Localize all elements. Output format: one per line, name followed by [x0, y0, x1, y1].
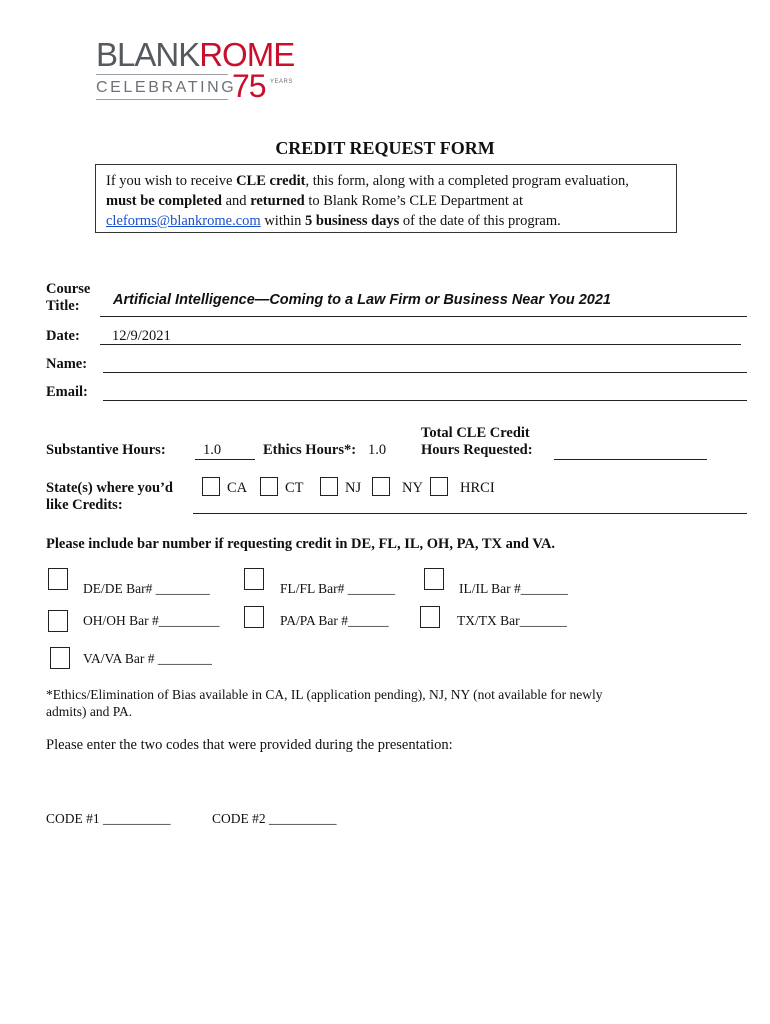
checkbox-ny[interactable] [372, 477, 390, 496]
email-label: Email: [46, 384, 88, 400]
checkbox-il[interactable] [424, 568, 444, 590]
checkbox-hrci[interactable] [430, 477, 448, 496]
footnote-line-2: admits) and PA. [46, 704, 133, 719]
intro-text: to Blank Rome’s CLE Department at [304, 193, 523, 209]
code-2-field[interactable]: CODE #2 __________ [212, 811, 337, 826]
substantive-line [195, 459, 255, 460]
code-1-field[interactable]: CODE #1 __________ [46, 811, 171, 826]
course-title-value[interactable]: Artificial Intelligence—Coming to a Law Firm or Business Near You 2021 [113, 292, 611, 308]
total-hours-line[interactable] [554, 459, 707, 460]
state-ny-label: NY [402, 480, 423, 496]
checkbox-de[interactable] [48, 568, 68, 590]
state-nj-label: NJ [345, 480, 362, 496]
intro-text: , this form, along with a completed program evaluation, [305, 173, 629, 189]
bar-il: IL/IL Bar #_______ [459, 581, 568, 596]
logo-brand-right: ROME [199, 36, 295, 73]
checkbox-ca[interactable] [202, 477, 220, 496]
checkbox-oh[interactable] [48, 610, 68, 632]
codes-prompt: Please enter the two codes that were provided during the presentation: [46, 737, 453, 753]
intro-text: If you wish to receive [106, 173, 237, 189]
checkbox-fl[interactable] [244, 568, 264, 590]
bar-de: DE/DE Bar# ________ [83, 581, 210, 596]
name-label: Name: [46, 356, 88, 372]
bar-tx: TX/TX Bar_______ [457, 613, 567, 628]
date-line [100, 344, 741, 345]
state-ca-label: CA [227, 480, 248, 496]
intro-bold-cle: CLE credit [236, 173, 306, 189]
state-hrci-label: HRCI [460, 480, 495, 496]
logo-years: YEARS [270, 79, 293, 85]
total-label-2: Hours Requested: [421, 442, 533, 458]
checkbox-va[interactable] [50, 647, 70, 669]
state-ct-label: CT [285, 480, 304, 496]
logo-rule [96, 74, 228, 75]
email-link[interactable]: cleforms@blankrome.com [106, 213, 261, 229]
total-label-1: Total CLE Credit [421, 425, 530, 441]
form-title: CREDIT REQUEST FORM [275, 138, 495, 158]
bar-number-note: Please include bar number if requesting credit in DE, FL, IL, OH, PA, TX and VA. [46, 536, 556, 552]
checkbox-pa[interactable] [244, 606, 264, 628]
bar-oh: OH/OH Bar #_________ [83, 613, 220, 628]
bar-va: VA/VA Bar # ________ [83, 651, 212, 666]
checkbox-ct[interactable] [260, 477, 278, 496]
footnote-line-1: *Ethics/Elimination of Bias available in CA, IL (application pending), NJ, NY (not available for newly [46, 687, 603, 702]
ethics-label: Ethics Hours*: [263, 442, 357, 458]
intro-text: within [260, 213, 305, 229]
date-label: Date: [46, 328, 80, 344]
states-label-1: State(s) where you’d [46, 480, 173, 496]
states-line [193, 513, 747, 514]
logo-wordmark [96, 38, 294, 71]
intro-bold-completed: must be completed [106, 193, 222, 209]
intro-box [95, 164, 677, 233]
substantive-value[interactable]: 1.0 [203, 442, 222, 458]
logo-anniversary: 75 [232, 68, 266, 104]
checkbox-nj[interactable] [320, 477, 338, 496]
bar-fl: FL/FL Bar# _______ [280, 581, 396, 596]
email-input-line[interactable] [103, 400, 747, 401]
course-title-line [100, 316, 747, 317]
name-input-line[interactable] [103, 372, 747, 373]
logo-tagline: CELEBRATING [96, 79, 237, 96]
ethics-value[interactable]: 1.0 [368, 442, 387, 458]
intro-bold-days: 5 business days [305, 213, 400, 229]
checkbox-tx[interactable] [420, 606, 440, 628]
logo-brand-left: BLANK [96, 36, 200, 73]
course-label-1: Course [46, 281, 91, 297]
bar-pa: PA/PA Bar #______ [280, 613, 389, 628]
intro-text: of the date of this program. [399, 213, 561, 229]
course-label-2: Title: [46, 298, 80, 314]
date-value[interactable]: 12/9/2021 [112, 328, 171, 344]
intro-text: and [222, 193, 251, 209]
logo-rule-bottom [96, 99, 228, 100]
states-label-2: like Credits: [46, 497, 123, 513]
substantive-label: Substantive Hours: [46, 442, 166, 458]
intro-bold-returned: returned [250, 193, 305, 209]
